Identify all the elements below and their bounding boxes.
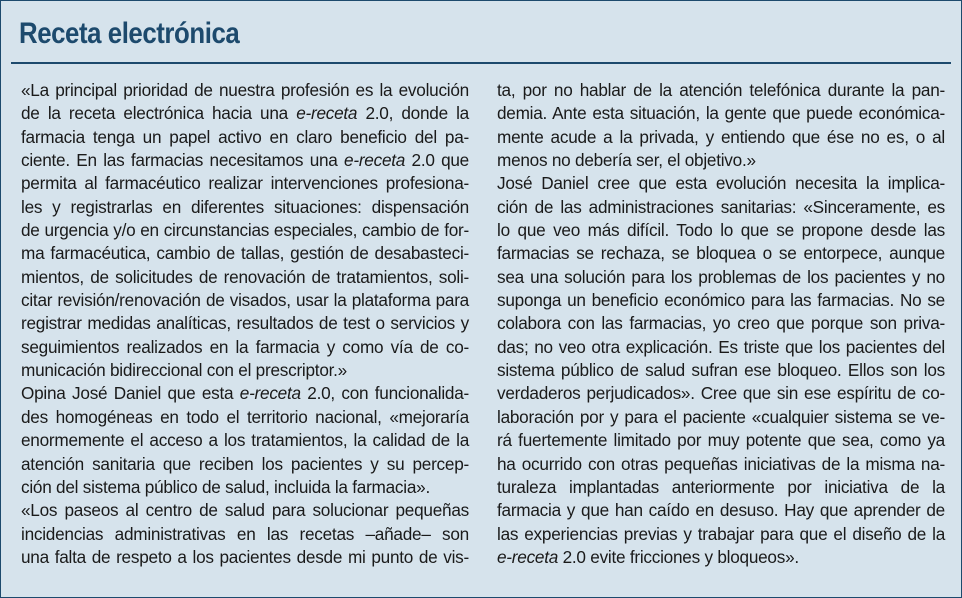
text-line: laboración por y para el paciente «cualquier sistema se ve- [497, 406, 945, 427]
text-line: ma farmacéutica, cambio de tallas, gestión de desabasteci- [21, 243, 469, 264]
text-line: colabora con las farmacias, yo creo que porque son priva- [497, 313, 945, 334]
box-title: Receta electrónica [19, 17, 240, 50]
text-line: una falta de respeto a los pacientes desde mi punto de vis- [21, 546, 469, 567]
text-line: ción del sistema público de salud, incluida la farmacia». [21, 476, 430, 497]
text-line: turaleza implantadas anteriormente por iniciativa de la [497, 476, 945, 497]
text-line: seguimientos realizados en la farmacia y como vía de co- [21, 336, 469, 357]
left-column [21, 79, 469, 569]
right-column [497, 79, 945, 569]
text-line: «Los paseos al centro de salud para solucionar pequeñas [21, 500, 469, 521]
text-line: demia. Ante esta situación, la gente que puede económica- [497, 103, 945, 124]
text-line: de urgencia y/o en circunstancias especiales, cambio de for- [21, 220, 469, 241]
text-line: das; no veo otra explicación. Es triste que los pacientes del [497, 336, 945, 357]
text-line: farmacias se rechaza, se bloquea o se entorpece, aunque [497, 243, 945, 264]
text-line: Opina José Daniel que esta e-receta 2.0, con funcionalida- [21, 383, 469, 404]
text-line: verdaderos perjudicados». Cree que sin ese espíritu de co- [497, 383, 945, 404]
text-line: sea una solución para los problemas de los pacientes y no [497, 266, 945, 287]
text-line: menos no debería ser, el objetivo.» [497, 150, 756, 171]
text-line: e-receta 2.0 evite fricciones y bloqueos». [497, 546, 799, 567]
text-line: les y registrarlas en diferentes situaciones: dispensación [21, 196, 469, 217]
text-line: ha ocurrido con otras pequeñas iniciativas de la misma na- [497, 453, 945, 474]
text-line: «La principal prioridad de nuestra profesión es la evolución [21, 80, 469, 100]
text-line: ción de las administraciones sanitarias: «Sinceramente, es [497, 196, 945, 217]
text-line: des homogéneas en todo el territorio nacional, «mejoraría [21, 406, 469, 427]
title-divider [11, 62, 951, 64]
text-line: lo que veo más difícil. Todo lo que se propone desde las [497, 220, 945, 241]
text-line: ciente. En las farmacias necesitamos una e-receta 2.0 que [21, 150, 469, 171]
text-line: suponga un beneficio económico para las farmacias. No se [497, 290, 945, 311]
text-line: ta, por no hablar de la atención telefónica durante la pan- [497, 80, 945, 100]
text-line: municación bidireccional con el prescriptor.» [21, 360, 347, 381]
text-line: José Daniel cree que esta evolución necesita la implica- [497, 173, 945, 194]
text-line: farmacia y que han caído en desuso. Hay que aprender de [497, 500, 945, 521]
text-line: de la receta electrónica hacia una e-receta 2.0, donde la [21, 103, 469, 124]
text-line: las experiencias previas y trabajar para que el diseño de la [497, 523, 945, 544]
text-line: rá fuertemente limitado por muy potente que sea, como ya [497, 430, 945, 451]
text-line: sistema público de salud sufran ese bloqueo. Ellos son los [497, 360, 945, 381]
text-line: permita al farmacéutico realizar intervenciones profesiona- [21, 173, 469, 194]
text-line: atención sanitaria que reciben los pacientes y su percep- [21, 453, 469, 474]
text-line: registrar medidas analíticas, resultados de test o servicios y [21, 313, 469, 334]
text-line: citar revisión/renovación de visados, usar la plataforma para [21, 290, 469, 311]
text-line: incidencias administrativas en las recetas –añade– son [21, 523, 469, 544]
text-line: mente acude a la privada, y entiendo que ése no es, o al [497, 126, 945, 147]
text-line: farmacia tenga un papel activo en claro beneficio del pa- [21, 126, 469, 147]
text-line: mientos, de solicitudes de renovación de tratamientos, soli- [21, 266, 469, 287]
text-line: enormemente el acceso a los tratamientos, la calidad de la [21, 430, 469, 451]
